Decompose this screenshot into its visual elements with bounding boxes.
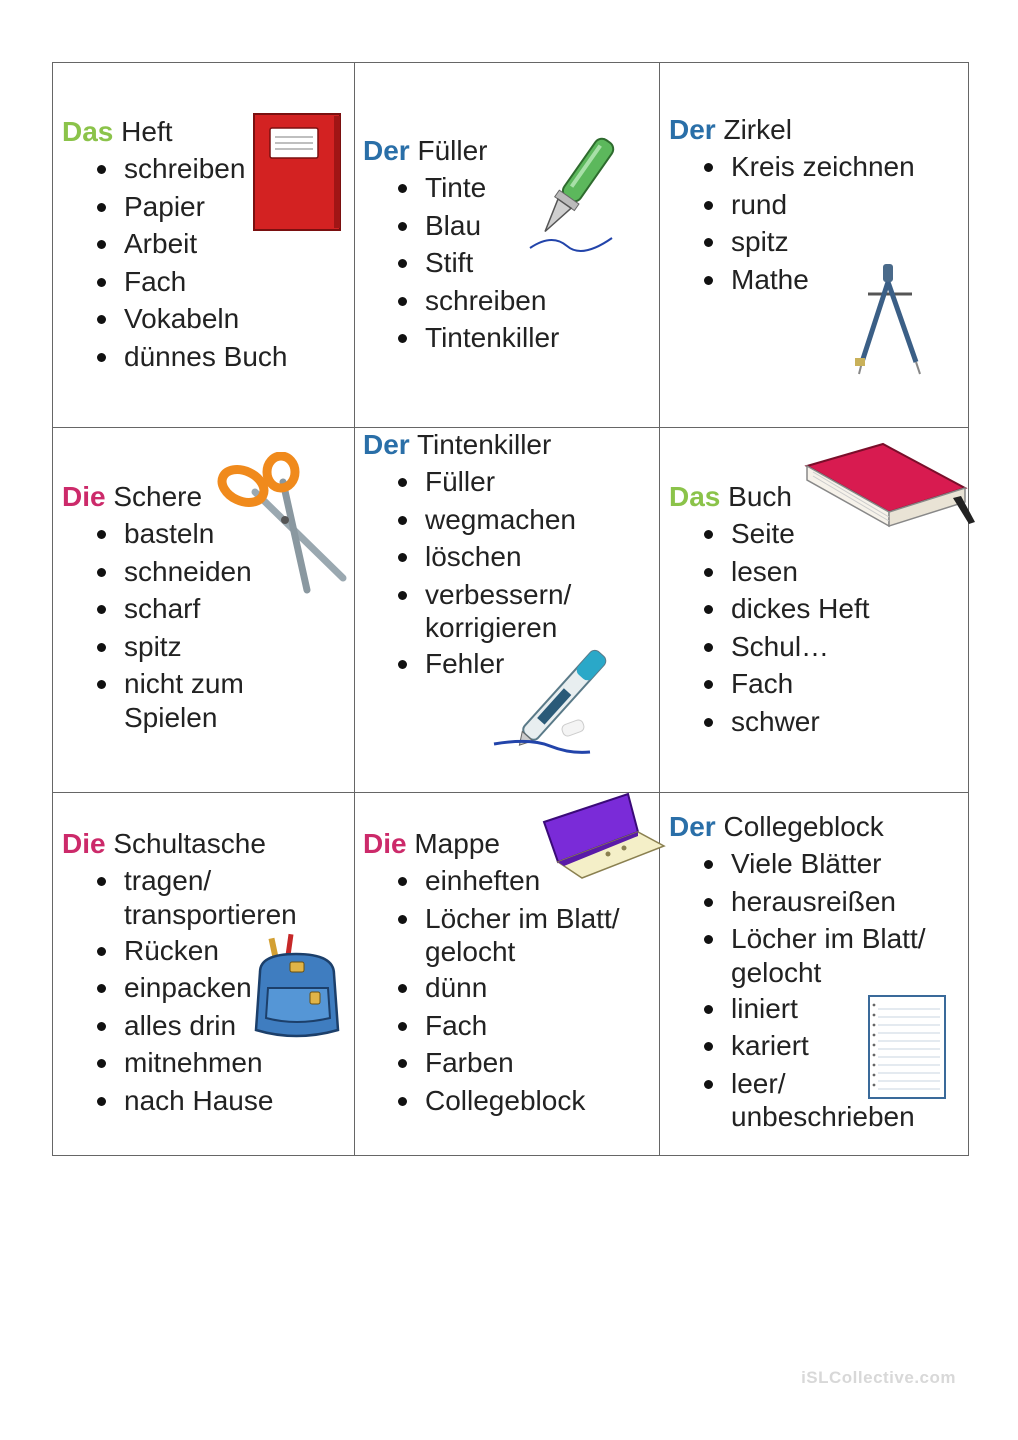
noun: Füller <box>417 135 488 166</box>
list-item: Fach <box>395 1007 620 1045</box>
list-item: Vokabeln <box>94 300 287 338</box>
card-title <box>669 809 926 845</box>
noun: Tintenkiller <box>416 429 552 460</box>
list-item: nach Hause <box>94 1082 297 1120</box>
list-item: herausreißen <box>701 883 926 921</box>
list-item: dünnes Buch <box>94 338 287 376</box>
list-item: einpacken <box>94 969 297 1007</box>
list-item: Fach <box>94 263 287 301</box>
list-item: Kreis zeichnen <box>701 148 915 186</box>
watermark: iSLCollective.com <box>801 1368 956 1387</box>
list-item: Papier <box>94 188 287 226</box>
list-item: Löcher im Blatt/ gelocht <box>395 900 620 970</box>
list-item: leer/ unbeschrieben <box>701 1065 926 1135</box>
list-item: Fach <box>701 665 870 703</box>
notepad-icon <box>866 993 948 1101</box>
list-item: basteln <box>94 515 252 553</box>
article-das: Das <box>669 481 721 512</box>
book-icon <box>803 440 978 530</box>
list-item: Rücken <box>94 932 297 970</box>
article-die: Die <box>62 481 106 512</box>
grid-divider <box>659 63 660 1155</box>
grid-divider <box>354 63 355 1155</box>
list-item: nicht zum Spielen <box>94 665 252 735</box>
scissors-icon <box>215 452 350 597</box>
list-item: lesen <box>701 553 870 591</box>
list-item: schwer <box>701 703 870 741</box>
list-item: Viele Blätter <box>701 845 926 883</box>
noun: Buch <box>728 481 792 512</box>
list-item: verbessern/ korrigieren <box>395 576 576 646</box>
fountain-pen-icon <box>522 128 622 258</box>
list-item: tragen/ transportieren <box>94 862 297 932</box>
noun: Schultasche <box>113 828 266 859</box>
list-item: mitnehmen <box>94 1044 297 1082</box>
list-item: Tinte <box>395 169 559 207</box>
word-list <box>395 862 620 1119</box>
article-der: Der <box>363 429 410 460</box>
list-item: rund <box>701 186 915 224</box>
list-item: spitz <box>701 223 915 261</box>
list-item: wegmachen <box>395 501 576 539</box>
list-item: spitz <box>94 628 252 666</box>
list-item: Schul… <box>701 628 870 666</box>
list-item: Füller <box>395 463 576 501</box>
noun: Zirkel <box>723 114 792 145</box>
article-das: Das <box>62 116 114 147</box>
list-item: Tintenkiller <box>395 319 559 357</box>
grid-divider <box>53 792 968 793</box>
list-item: Löcher im Blatt/ gelocht <box>701 920 926 990</box>
backpack-icon <box>250 932 345 1042</box>
list-item: Collegeblock <box>395 1082 620 1120</box>
list-item: scharf <box>94 590 252 628</box>
article-die: Die <box>363 828 407 859</box>
ink-eraser-pen-icon <box>490 636 640 761</box>
list-item: schreiben <box>94 150 287 188</box>
notebook-icon <box>250 110 345 235</box>
list-item: dünn <box>395 969 620 1007</box>
word-list <box>701 515 870 740</box>
card-title <box>669 112 915 148</box>
article-die: Die <box>62 828 106 859</box>
folder-icon <box>542 792 667 880</box>
list-item: einheften <box>395 862 620 900</box>
list-item: Blau <box>395 207 559 245</box>
list-item: Arbeit <box>94 225 287 263</box>
list-item: liniert <box>701 990 926 1028</box>
article-der: Der <box>669 114 716 145</box>
list-item: schneiden <box>94 553 252 591</box>
article-der: Der <box>363 135 410 166</box>
list-item: kariert <box>701 1027 926 1065</box>
card-title <box>62 826 297 862</box>
article-der: Der <box>669 811 716 842</box>
list-item: Stift <box>395 244 559 282</box>
noun: Schere <box>113 481 203 512</box>
list-item: schreiben <box>395 282 559 320</box>
noun: Mappe <box>414 828 500 859</box>
list-item: Mathe <box>701 261 915 299</box>
list-item: Seite <box>701 515 870 553</box>
noun: Heft <box>121 116 173 147</box>
list-item: löschen <box>395 538 576 576</box>
list-item: alles drin <box>94 1007 297 1045</box>
noun: Collegeblock <box>723 811 884 842</box>
card-title <box>363 427 576 463</box>
list-item: Farben <box>395 1044 620 1082</box>
list-item: Fehler <box>395 645 576 683</box>
compass-icon <box>850 262 930 377</box>
list-item: dickes Heft <box>701 590 870 628</box>
